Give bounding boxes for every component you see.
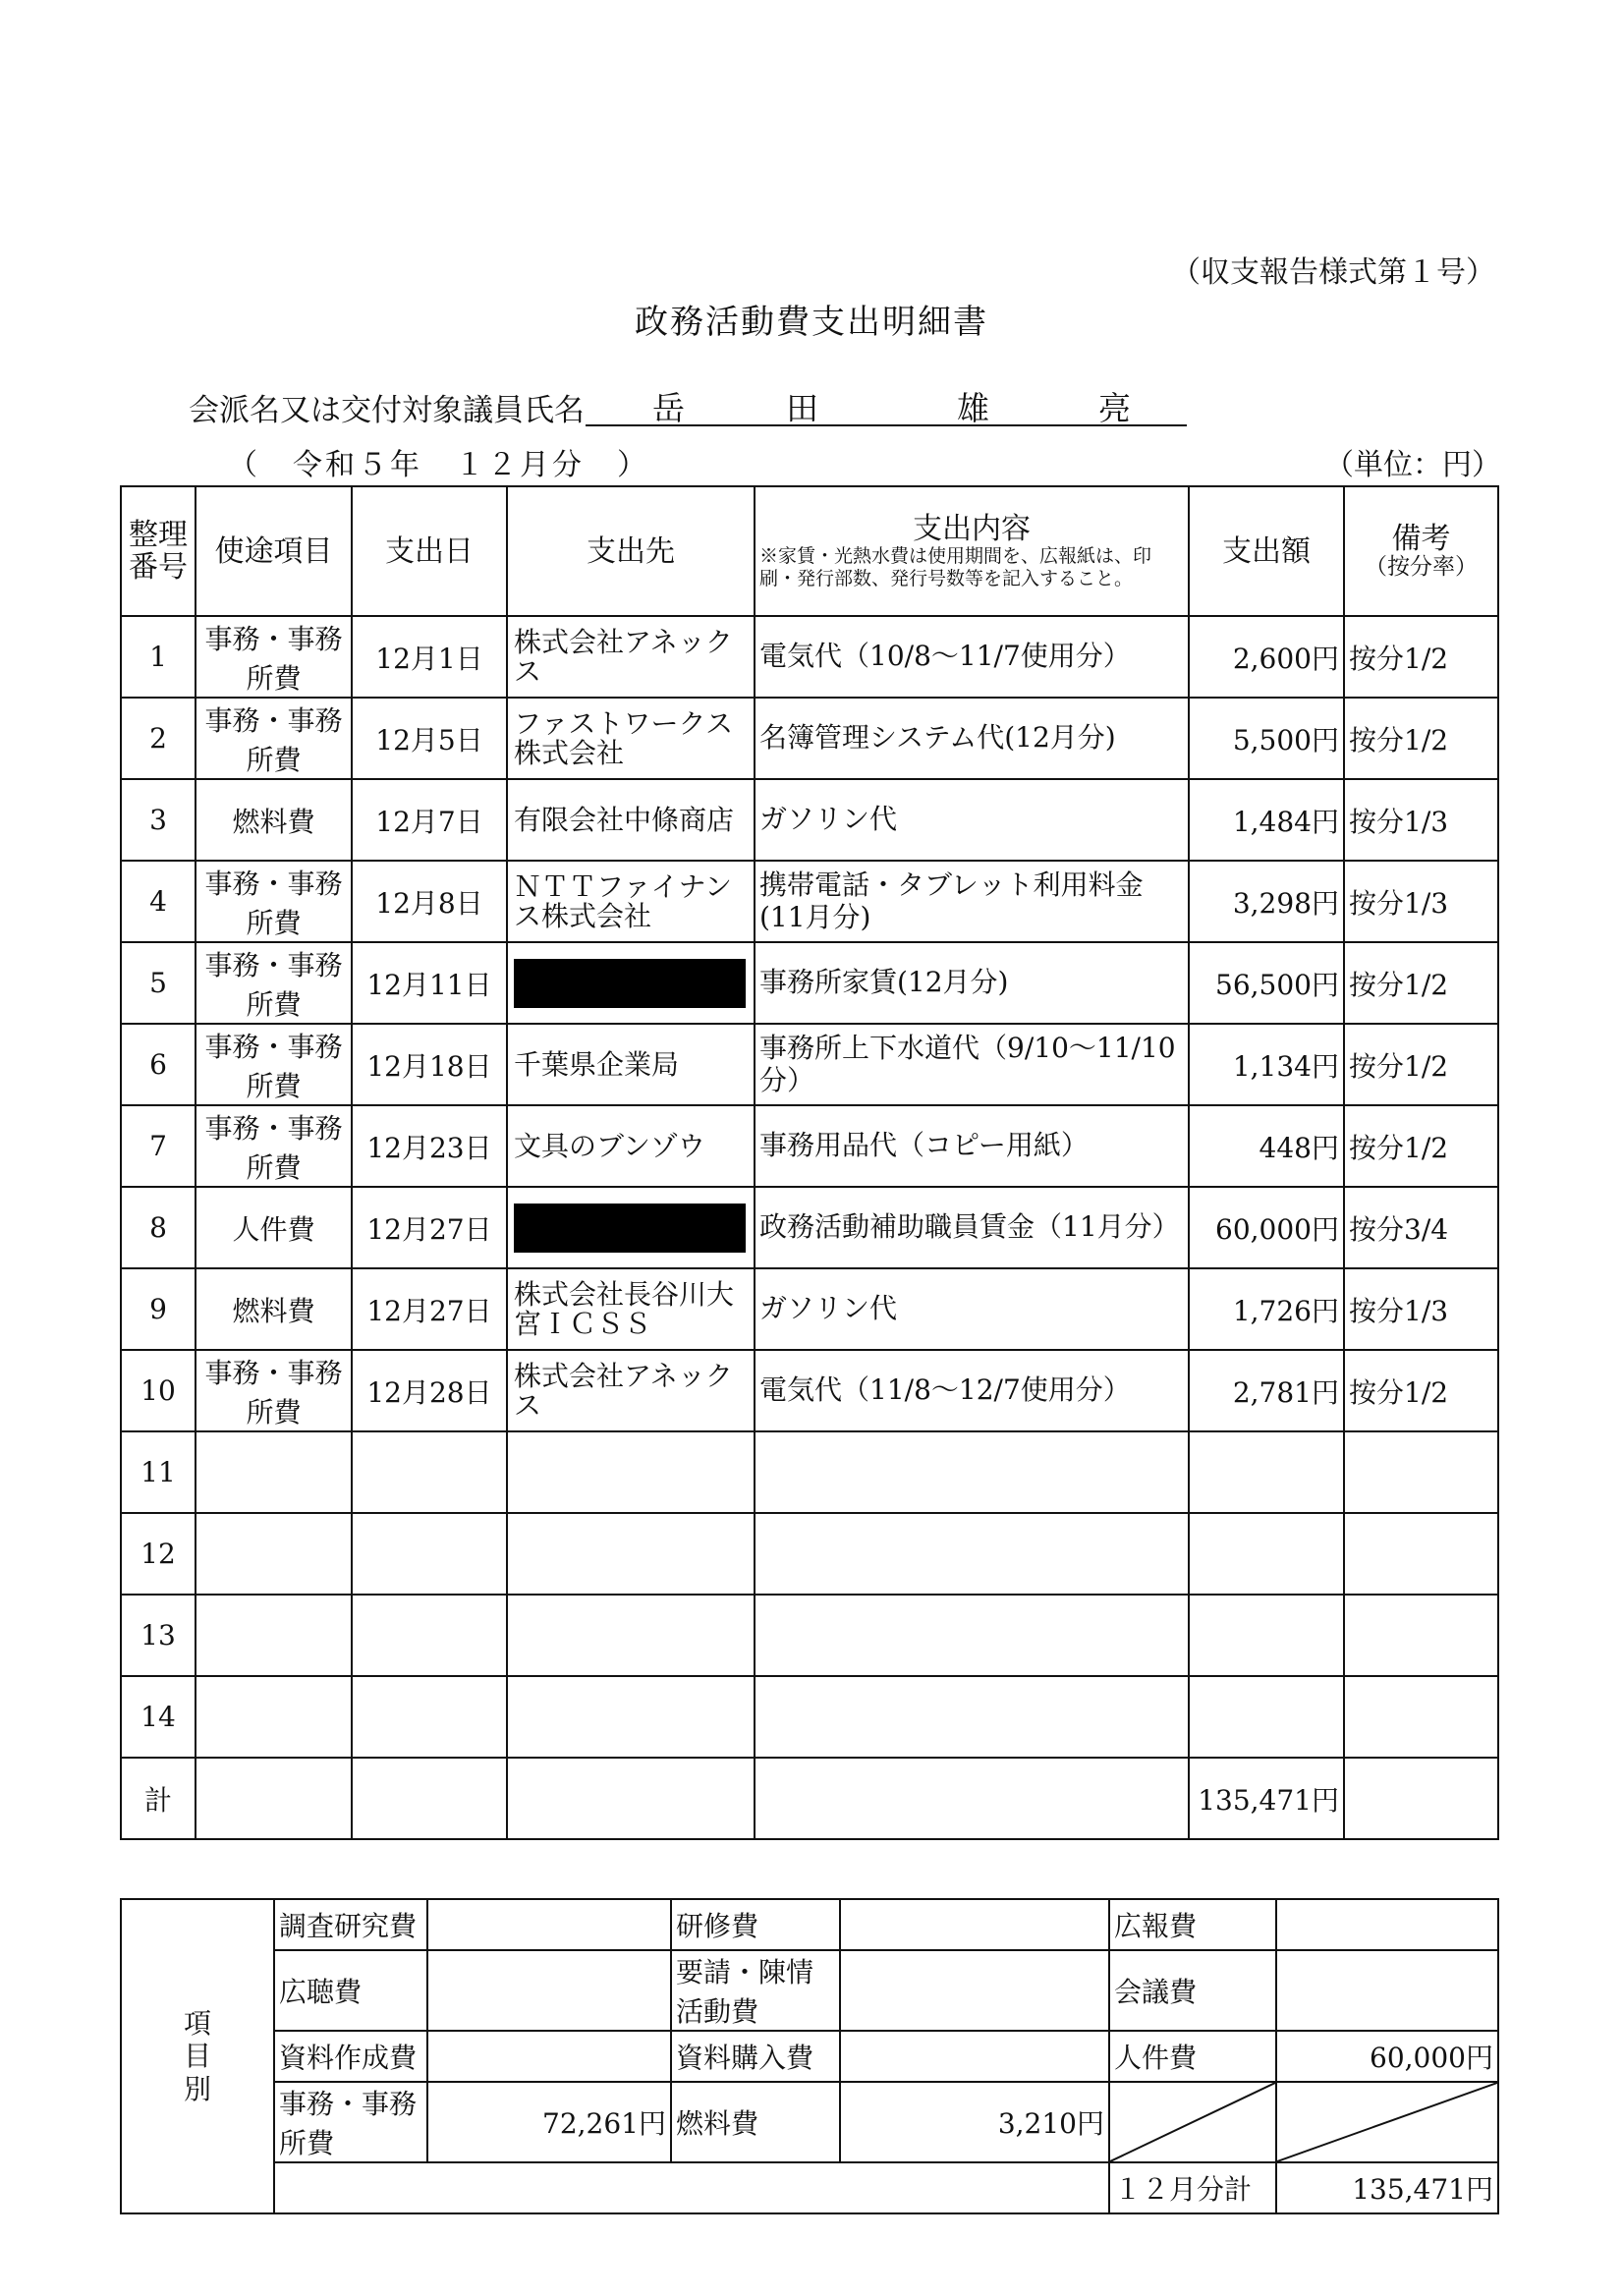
category-summary-table <box>120 1898 1499 2214</box>
row-description: 事務所家賃(12月分) <box>755 942 1189 1024</box>
header-date: 支出日 <box>352 486 507 616</box>
total-blank <box>1344 1758 1498 1839</box>
header-note-title: 備考 <box>1391 521 1451 556</box>
row-number: 1 <box>121 616 196 698</box>
report-period: （ 令和５年 １２月分 ） <box>228 448 649 482</box>
table-row <box>121 1350 1498 1431</box>
summary-value <box>427 1899 671 1950</box>
row-allocation: 按分1/3 <box>1344 779 1498 861</box>
row-use-category: 事務・事務所費 <box>196 616 352 698</box>
table-row <box>121 1595 1498 1676</box>
row-description: 電気代（11/8～12/7使用分） <box>755 1350 1189 1431</box>
header-desc-title: 支出内容 <box>913 511 1031 546</box>
row-number: 14 <box>121 1676 196 1758</box>
row-number: 5 <box>121 942 196 1024</box>
row-payee: 株式会社アネックス <box>507 616 755 698</box>
row-description: 電気代（10/8～11/7使用分） <box>755 616 1189 698</box>
row-payee: 有限会社中條商店 <box>507 779 755 861</box>
summary-label: 資料購入費 <box>671 2031 840 2082</box>
summary-label: 調査研究費 <box>274 1899 427 1950</box>
row-amount: 60,000円 <box>1189 1187 1344 1268</box>
header-note-sub: （按分率） <box>1365 553 1478 580</box>
row-payee: 株式会社アネックス <box>507 1350 755 1431</box>
total-row <box>121 1758 1498 1839</box>
summary-value: 3,210円 <box>840 2082 1109 2162</box>
summary-value <box>840 1950 1109 2031</box>
summary-value: 60,000円 <box>1276 2031 1498 2082</box>
row-date <box>352 1431 507 1513</box>
header-use: 使途項目 <box>196 486 352 616</box>
row-amount: 3,298円 <box>1189 861 1344 942</box>
table-row <box>121 1676 1498 1758</box>
member-name-char: 岳 <box>652 389 685 427</box>
row-allocation: 按分1/2 <box>1344 942 1498 1024</box>
member-name-char: 雄 <box>957 389 989 427</box>
total-blank <box>196 1758 352 1839</box>
row-amount: 5,500円 <box>1189 698 1344 779</box>
row-use-category <box>196 1431 352 1513</box>
summary-label: 人件費 <box>1109 2031 1276 2082</box>
total-blank <box>755 1758 1189 1839</box>
row-description: 名簿管理システム代(12月分) <box>755 698 1189 779</box>
row-use-category: 事務・事務所費 <box>196 861 352 942</box>
table-row <box>121 1431 1498 1513</box>
summary-label: 広報費 <box>1109 1899 1276 1950</box>
row-number: 2 <box>121 698 196 779</box>
table-row <box>121 1105 1498 1187</box>
row-amount: 1,484円 <box>1189 779 1344 861</box>
row-description: ガソリン代 <box>755 1268 1189 1350</box>
total-blank <box>352 1758 507 1839</box>
row-date: 12月1日 <box>352 616 507 698</box>
row-use-category: 燃料費 <box>196 1268 352 1350</box>
row-allocation: 按分1/2 <box>1344 616 1498 698</box>
row-number: 13 <box>121 1595 196 1676</box>
total-blank <box>507 1758 755 1839</box>
row-use-category: 燃料費 <box>196 779 352 861</box>
row-amount: 56,500円 <box>1189 942 1344 1024</box>
row-number: 12 <box>121 1513 196 1595</box>
row-date: 12月27日 <box>352 1268 507 1350</box>
row-use-category: 事務・事務所費 <box>196 1105 352 1187</box>
form-number: （収支報告様式第１号） <box>1171 255 1495 290</box>
row-description: 事務所上下水道代（9/10～11/10分） <box>755 1024 1189 1105</box>
row-allocation: 按分1/3 <box>1344 861 1498 942</box>
row-description <box>755 1513 1189 1595</box>
row-date <box>352 1513 507 1595</box>
row-use-category <box>196 1595 352 1676</box>
table-row <box>121 779 1498 861</box>
row-description: 事務用品代（コピー用紙） <box>755 1105 1189 1187</box>
table-row <box>121 616 1498 698</box>
row-payee <box>507 1187 755 1268</box>
header-payee: 支出先 <box>507 486 755 616</box>
row-date: 12月18日 <box>352 1024 507 1105</box>
row-payee <box>507 1513 755 1595</box>
row-date <box>352 1676 507 1758</box>
summary-blank <box>274 2162 1109 2213</box>
month-total-value: 135,471円 <box>1276 2162 1498 2213</box>
month-total-label: １２月分計 <box>1109 2162 1276 2213</box>
row-date: 12月23日 <box>352 1105 507 1187</box>
expense-table <box>120 485 1499 1840</box>
row-payee: 千葉県企業局 <box>507 1024 755 1105</box>
row-payee <box>507 1676 755 1758</box>
row-amount <box>1189 1595 1344 1676</box>
row-date: 12月28日 <box>352 1350 507 1431</box>
row-allocation: 按分1/2 <box>1344 1350 1498 1431</box>
redaction-block <box>514 959 746 1008</box>
row-number: 9 <box>121 1268 196 1350</box>
row-date: 12月27日 <box>352 1187 507 1268</box>
row-number: 7 <box>121 1105 196 1187</box>
table-row <box>121 698 1498 779</box>
summary-label: 広聴費 <box>274 1950 427 2031</box>
row-amount: 2,600円 <box>1189 616 1344 698</box>
table-row <box>121 942 1498 1024</box>
row-use-category: 事務・事務所費 <box>196 942 352 1024</box>
row-use-category: 事務・事務所費 <box>196 698 352 779</box>
total-amount: 135,471円 <box>1189 1758 1344 1839</box>
row-allocation: 按分1/2 <box>1344 1024 1498 1105</box>
summary-label: 燃料費 <box>671 2082 840 2162</box>
row-date: 12月8日 <box>352 861 507 942</box>
row-number: 11 <box>121 1431 196 1513</box>
row-allocation: 按分3/4 <box>1344 1187 1498 1268</box>
name-label: 会派名又は交付対象議員氏名 <box>189 393 585 428</box>
member-name-char: 田 <box>786 389 818 427</box>
row-allocation: 按分1/3 <box>1344 1268 1498 1350</box>
summary-value <box>1276 1899 1498 1950</box>
table-row <box>121 861 1498 942</box>
redaction-block <box>514 1204 746 1253</box>
summary-value <box>840 2031 1109 2082</box>
summary-value <box>840 1899 1109 1950</box>
row-payee: ファストワークス株式会社 <box>507 698 755 779</box>
summary-label: 要請・陳情活動費 <box>671 1950 840 2031</box>
summary-label: 事務・事務所費 <box>274 2082 427 2162</box>
row-number: 3 <box>121 779 196 861</box>
row-number: 10 <box>121 1350 196 1431</box>
row-payee <box>507 1431 755 1513</box>
currency-unit: （単位：円） <box>1324 448 1501 482</box>
row-amount <box>1189 1431 1344 1513</box>
row-allocation <box>1344 1676 1498 1758</box>
row-date: 12月7日 <box>352 779 507 861</box>
row-amount <box>1189 1676 1344 1758</box>
row-date <box>352 1595 507 1676</box>
table-row <box>121 1024 1498 1105</box>
row-payee <box>507 942 755 1024</box>
row-allocation: 按分1/2 <box>1344 1105 1498 1187</box>
row-number: 4 <box>121 861 196 942</box>
row-description: 政務活動補助職員賃金（11月分） <box>755 1187 1189 1268</box>
summary-value <box>427 1950 671 2031</box>
row-amount: 1,134円 <box>1189 1024 1344 1105</box>
header-desc <box>755 486 1189 616</box>
row-payee: 文具のブンゾウ <box>507 1105 755 1187</box>
row-description: 携帯電話・タブレット利用料金(11月分) <box>755 861 1189 942</box>
diagonal-blank-cell <box>1109 2082 1276 2162</box>
member-name-char: 亮 <box>1098 389 1131 427</box>
table-row <box>121 1268 1498 1350</box>
row-allocation <box>1344 1595 1498 1676</box>
row-amount: 2,781円 <box>1189 1350 1344 1431</box>
total-label: 計 <box>121 1758 196 1839</box>
row-allocation: 按分1/2 <box>1344 698 1498 779</box>
document-title: 政務活動費支出明細書 <box>635 303 988 342</box>
summary-value: 72,261円 <box>427 2082 671 2162</box>
row-date: 12月11日 <box>352 942 507 1024</box>
category-label <box>121 1899 274 2213</box>
row-description: ガソリン代 <box>755 779 1189 861</box>
row-allocation <box>1344 1431 1498 1513</box>
row-date: 12月5日 <box>352 698 507 779</box>
header-no: 整理番号 <box>121 486 196 616</box>
table-row <box>121 1187 1498 1268</box>
header-desc-note: ※家賃・光熱水費は使用期間を、広報紙は、印刷・発行部数、発行号数等を記入すること。 <box>759 544 1152 589</box>
summary-label: 会議費 <box>1109 1950 1276 2031</box>
table-row <box>121 1513 1498 1595</box>
diagonal-blank-cell <box>1276 2082 1498 2162</box>
row-amount <box>1189 1513 1344 1595</box>
summary-label: 資料作成費 <box>274 2031 427 2082</box>
row-amount: 448円 <box>1189 1105 1344 1187</box>
row-description <box>755 1595 1189 1676</box>
row-number: 8 <box>121 1187 196 1268</box>
row-number: 6 <box>121 1024 196 1105</box>
row-payee: ＮＴＴファイナンス株式会社 <box>507 861 755 942</box>
summary-value <box>427 2031 671 2082</box>
header-note <box>1344 486 1498 616</box>
summary-value <box>1276 1950 1498 2031</box>
summary-label: 研修費 <box>671 1899 840 1950</box>
row-allocation <box>1344 1513 1498 1595</box>
category-label-text: 項目別 <box>183 2006 211 2105</box>
header-amount: 支出額 <box>1189 486 1344 616</box>
row-use-category: 事務・事務所費 <box>196 1024 352 1105</box>
row-description <box>755 1676 1189 1758</box>
row-description <box>755 1431 1189 1513</box>
row-use-category <box>196 1513 352 1595</box>
row-use-category: 事務・事務所費 <box>196 1350 352 1431</box>
table-header-row <box>121 486 1498 616</box>
row-use-category: 人件費 <box>196 1187 352 1268</box>
row-payee: 株式会社長谷川大宮ＩＣＳＳ <box>507 1268 755 1350</box>
row-use-category <box>196 1676 352 1758</box>
row-payee <box>507 1595 755 1676</box>
row-amount: 1,726円 <box>1189 1268 1344 1350</box>
